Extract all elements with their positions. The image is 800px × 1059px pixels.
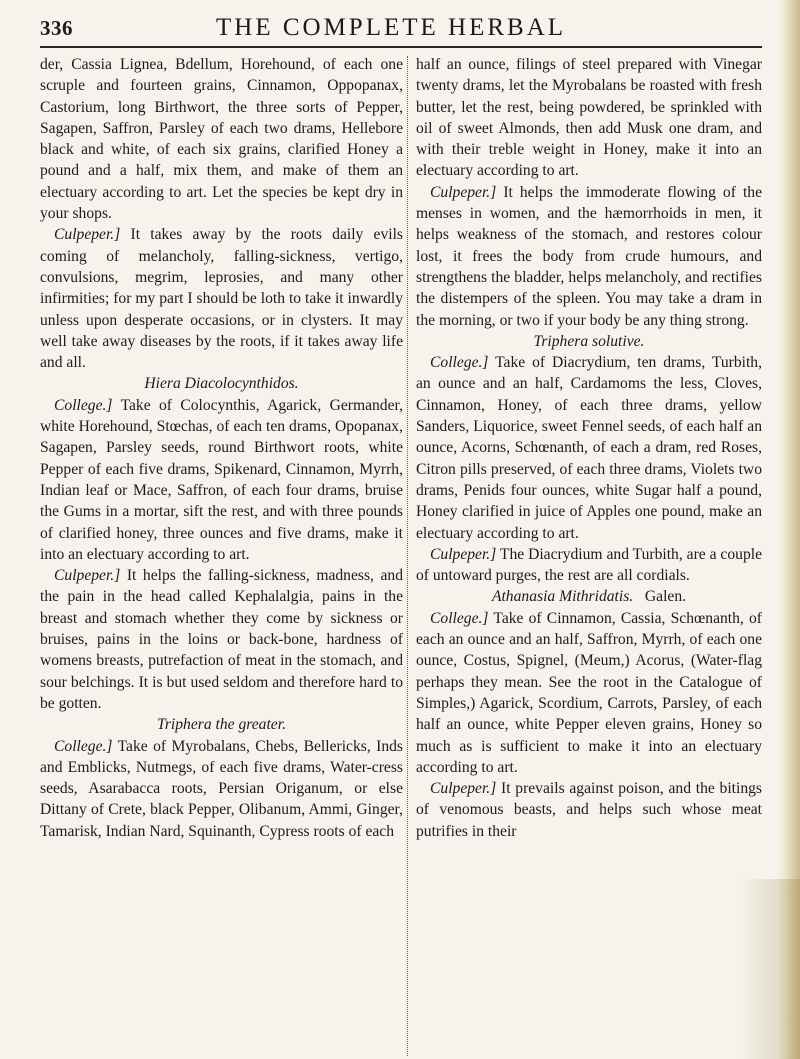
paragraph-label: Culpeper.] bbox=[54, 567, 121, 585]
paragraph-text: It helps the immoderate flowing of the menses in women, and the hæmorrhoids in men, it helps weakness of the stomach, and restores colour lost, it frees the body from crude humours, and strengthens the bladder, helps melancholy, and rectifies the distempers of the spleen. You may take a dram in the morning, or two if your body be any thing strong. bbox=[416, 183, 762, 329]
page-corner-stain bbox=[740, 879, 800, 1059]
page-number: 336 bbox=[40, 16, 73, 40]
section-heading: Hiera Diacolocynthidos. bbox=[144, 375, 299, 393]
paragraph-text: The Diacrydium and Turbith, are a couple of untoward purges, the rest are all cordials. bbox=[416, 545, 762, 585]
section-heading: Triphera solutive. bbox=[533, 332, 645, 350]
paragraph bbox=[40, 736, 403, 842]
paragraph-label: College.] bbox=[54, 396, 113, 414]
header-rule bbox=[40, 46, 762, 48]
paragraph bbox=[40, 224, 403, 373]
paragraph-text: Take of Colocynthis, Agarick, Germander, white Horehound, Stœchas, of each ten drams, Opopanax, Sagapen, Parsley seeds, round Birthwort roots, white Pepper of each five drams, Spikenard, Cinnamon, Myrrh, Indian leaf or Mace, Saffron, of each four drams, bruise the Gums in a mortar, sift the rest, and with three pounds of clarified honey, three ounces and five drams, make it into an electuary according to art. bbox=[40, 396, 403, 563]
paragraph bbox=[416, 608, 762, 778]
paragraph-label: Culpeper.] bbox=[54, 226, 121, 244]
paragraph bbox=[416, 544, 762, 587]
section-heading bbox=[416, 586, 762, 607]
paragraph-text: It prevails against poison, and the bitings of venomous beasts, and helps such whose meat putrifies in their bbox=[416, 780, 762, 840]
paragraph bbox=[416, 182, 762, 331]
paragraph bbox=[416, 352, 762, 544]
paragraph-text: It takes away by the roots daily evils coming of melancholy, falling-sickness, vertigo, convulsions, megrim, leprosies, and many other infirmities; for my part I should be loth to take it inwardly unless upon desperate occasions, or in clysters. It may well take away diseases by the roots, if it takes away life and all. bbox=[40, 226, 404, 372]
paragraph-label: Culpeper.] bbox=[430, 780, 497, 798]
paragraph-label: College.] bbox=[430, 609, 489, 627]
column-divider bbox=[407, 56, 408, 1056]
paragraph bbox=[416, 778, 762, 842]
paragraph: der, Cassia Lignea, Bdellum, Horehound, of each one scruple and fourteen grains, Cinnamon, Oppopanax, Castorium, long Birthwort, the three sorts of Pepper, Sagapen, Saffron, Parsley of each two drams, Hellebore black and white, of each six grains, clarified Honey a pound and a half, mix them, and make of them an electuary according to art. Let the species be kept dry in your shops. bbox=[40, 56, 403, 223]
paragraph-text: Take of Diacrydium, ten drams, Turbith, an ounce and an half, Cardamoms the less, Cloves, Cinnamon, Honey, of each three drams, yellow Sanders, Liquorice, sweet Fennel seeds, of each half an ounce, Acorns, Schœnanth, of each a dram, red Roses, Citron pills preserved, of each three drams, Violets two drams, Penids four ounces, white Sugar half a pound, Honey clarified in juice of Apples one pound, make an electuary according to art. bbox=[416, 354, 762, 542]
paragraph-text: Take of Myrobalans, Chebs, Bellericks, Inds and Emblicks, Nutmegs, of each five drams, Water-cress seeds, Asarabacca roots, Persian Origanum, or else Dittany of Crete, black Pepper, Olibanum, Ammi, Ginger, Tamarisk, Indian Nard, Squinanth, Cypress roots of each bbox=[40, 737, 403, 840]
paragraph-text: It helps the falling-sickness, madness, and the pain in the head called Kephalalgia, pains in the breast and stomach whether they come by sickness or bruises, pains in the loins or back-bone, hardness of womens breasts, putrefaction of meat in the stomach, and sour belchings. It is but used seldom and therefore hard to be gotten. bbox=[40, 567, 403, 712]
paragraph-label: College.] bbox=[54, 737, 113, 755]
heading-author: Galen. bbox=[644, 588, 687, 606]
right-column bbox=[416, 54, 762, 842]
paragraph bbox=[40, 565, 403, 714]
section-heading: Triphera the greater. bbox=[157, 716, 286, 734]
paragraph bbox=[40, 395, 403, 565]
paragraph: half an ounce, filings of steel prepared with Vinegar twenty drams, let the Myrobalans be roasted with fresh butter, let the rest, being powdered, be sprinkled with oil of sweet Almonds, then add Musk one dram, and with their treble weight in Honey, make it into an electuary according to art. bbox=[416, 56, 762, 180]
running-head: THE COMPLETE HERBAL bbox=[216, 14, 567, 41]
paragraph-label: Culpeper.] bbox=[430, 545, 497, 563]
heading-title: Athanasia Mithridatis. bbox=[491, 588, 634, 606]
paragraph-label: College.] bbox=[430, 354, 489, 372]
paragraph-text: Take of Cinnamon, Cassia, Schœnanth, of each an ounce and an half, Saffron, Myrrh, of each one ounce, Costus, Spignel, (Meum,) Acorus, (Water-flag perhaps they mean. See the root in the Catalogue of Simples,) Agarick, Scordium, Carrots, Parsley, of each half an ounce, white Pepper eleven grains, Honey so much as is sufficient to make it into an electuary according to art. bbox=[416, 609, 762, 776]
paragraph-label: Culpeper.] bbox=[430, 183, 497, 201]
left-column bbox=[40, 54, 403, 842]
